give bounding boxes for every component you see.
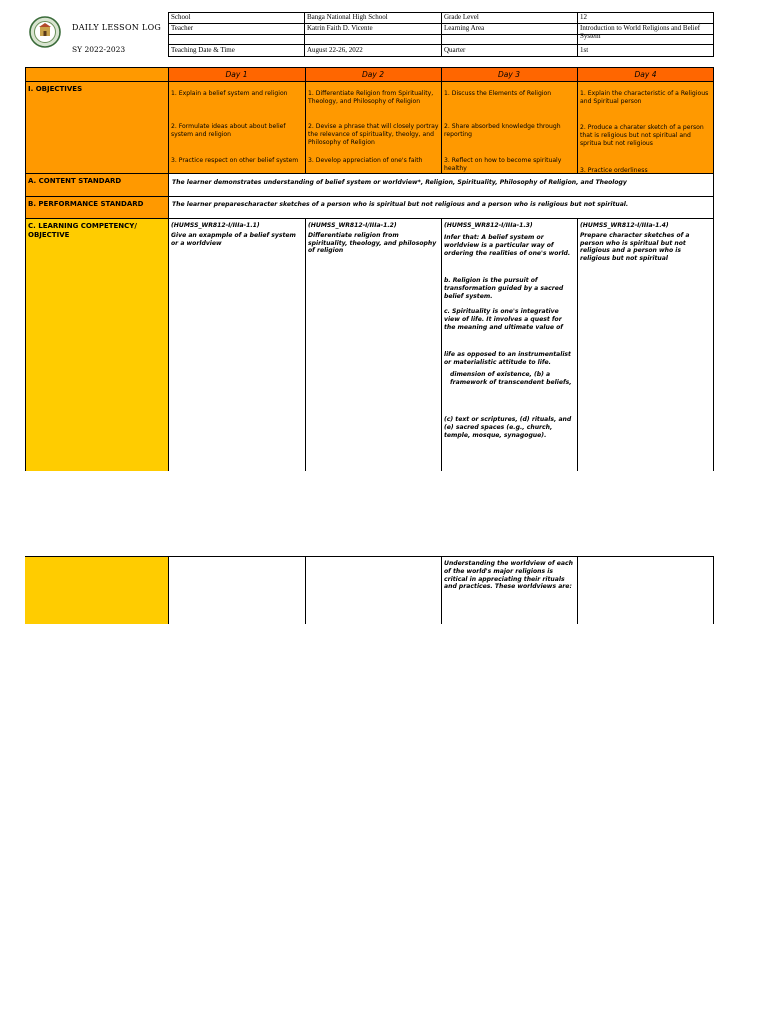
objectives-day-4 [578,82,713,173]
competency-code: (HUMSS_WR812-I/IIIa-1.1) [171,222,260,229]
value-grade-level: 12 [580,13,587,21]
performance-standard-text: The learner preparescharacter sketches of a person who is spiritual but not religious and a person who is religious but not spiritual. [172,201,629,208]
school-logo [28,14,62,50]
value-teacher: Katrin Faith D. Vicente [307,24,373,32]
competency-text: Prepare character sketches of a person who is spiritual but not religious and a person who is religious but not spiritual [580,231,690,263]
content-standard-text: The learner demonstrates understanding of belief system or worldview*, Religion, Spirituality, Philosophy of Religion, and Theology [172,179,627,186]
grid-line [25,556,714,557]
competency-day-3 [442,220,577,470]
objective-item: 1. Explain the characteristic of a Religious and Spiritual person [580,90,709,105]
competency-text: dimension of existence, (b) a framework of transcendent beliefs, [450,371,572,386]
grid-line [577,556,578,624]
value-quarter: 1st [580,46,589,54]
objective-item: 3. Practice orderliness [580,167,648,173]
competency-text: b. Religion is the pursuit of transformation guided by a sacred belief system. [444,277,564,300]
label-grade-level: Grade Level [444,13,479,21]
objective-item: 2. Share absorbed knowledge through reporting [444,123,561,138]
competency-text: Give an exapmple of a belief system or a worldview [171,231,296,247]
competency-code: (HUMSS_WR812-I/IIIa-1.4) [580,222,669,229]
grid-line [305,556,306,624]
day-2-header: Day 2 [305,69,441,81]
grid-line [25,196,714,197]
continuation-label-bg [25,556,168,624]
grid-line [168,556,169,624]
label-quarter: Quarter [444,46,466,54]
value-teaching-date: August 22-26, 2022 [307,46,363,54]
objective-item: 2. Devise a phrase that will closely portray the relevance of spirituality, theolgy, and Philosophy of Religion [308,123,439,146]
grid-line [25,218,714,219]
label-school: School [171,13,191,21]
day-3-header: Day 3 [441,69,577,81]
grid-line [25,67,26,471]
competency-code: (HUMSS_WR812-I/IIIa-1.3) [444,222,533,229]
label-learning-area: Learning Area [444,24,485,32]
competency-label-line-2: OBJECTIVE [28,231,70,239]
lesson-log-title: DAILY LESSON LOG [72,23,162,32]
competency-text: (c) text or scriptures, (d) rituals, and (e) sacred spaces (e.g., church, temple, mosque, synagogue). [444,416,572,439]
competency-text: Differentiate religion from spirituality, theology, and philosophy of religion [308,231,437,255]
objective-item: 3. Develop appreciation of one's faith [308,157,423,165]
objective-item: 3. Reflect on how to become spiritualy healthy [444,157,562,172]
objectives-day-1 [169,82,305,173]
competency-text: Infer that: A belief system or worldview is a particular way of ordering the realities of one's world. [444,234,571,257]
objectives-day-3 [442,82,577,173]
objective-item: 1. Explain a belief system and religion [171,90,288,98]
competency-label-bg [25,219,168,471]
value-learning-area: Introduction to World Religions and Belief System [580,24,701,40]
content-standard-label: A. CONTENT STANDARD [28,177,122,185]
performance-standard-label: B. PERFORMANCE STANDARD [28,200,144,208]
competency-text: c. Spirituality is one's integrative view of life. It involves a quest for the meaning and ultimate value of [444,308,563,331]
grid-line [25,173,714,174]
header-rule [713,12,714,57]
objectives-label: I. OBJECTIVES [28,85,83,93]
competency-label [26,220,168,242]
objective-item: 1. Differentiate Religion from Spirituality, Theology, and Philosophy of Religion [308,90,434,105]
label-teaching-date: Teaching Date & Time [171,46,235,54]
competency-code: (HUMSS_WR812-I/IIIa-1.2) [308,222,397,229]
school-year: SY 2022-2023 [72,45,126,54]
grid-line [713,556,714,624]
competency-text: life as opposed to an instrumentalist or materialistic attitude to life. [444,351,571,366]
objective-item: 3. Practice respect on other belief system [171,157,299,165]
competency-label-line-1: C. LEARNING COMPETENCY/ [28,222,137,230]
day-4-header: Day 4 [577,69,714,81]
competency-day-4 [578,220,713,265]
value-school: Banga National High School [307,13,388,21]
competency-day-2 [306,220,441,257]
grid-line [25,67,714,68]
objectives-day-2 [306,82,441,173]
objective-item: 1. Discuss the Elements of Religion [444,90,552,98]
continuation-day-3: Understanding the worldview of each of the world's major religions is critical in appreciating their rituals and practices. These worldviews are: [444,560,573,591]
day-1-header: Day 1 [168,69,305,81]
label-teacher: Teacher [171,24,194,32]
objective-item: 2. Formulate ideas about about belief system and religion [171,123,286,138]
competency-day-1 [169,220,305,249]
grid-line [713,67,714,471]
objective-item: 2. Produce a charater sketch of a person that is religious but not spiritual and spritua but not religious [580,124,704,147]
